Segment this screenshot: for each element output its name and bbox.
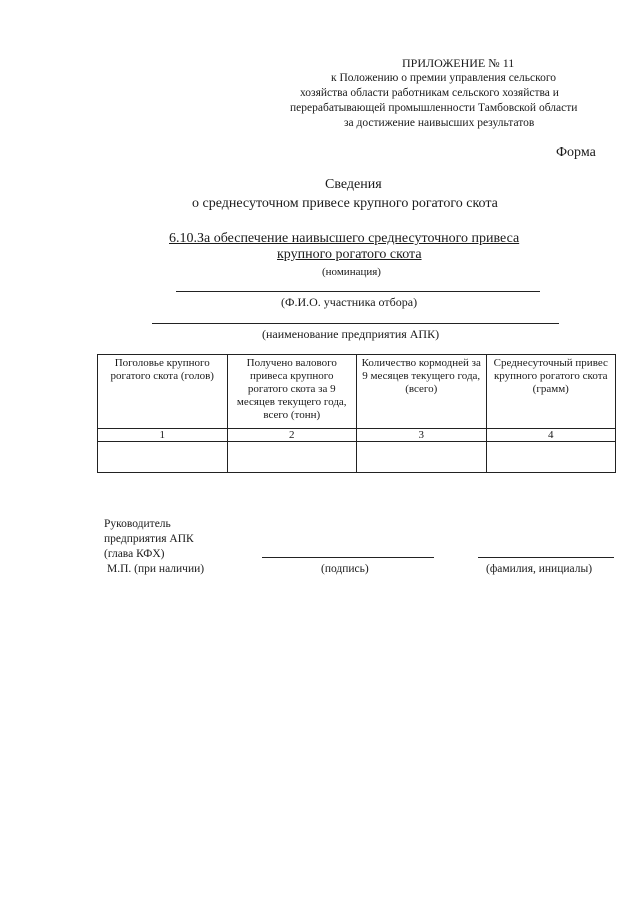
enterprise-caption: (наименование предприятия АПК) [262,327,440,341]
table-cell[interactable] [227,442,357,473]
signature-caption: (подпись) [321,563,369,575]
nomination-line-2: крупного рогатого скота [277,247,422,262]
header-cell-livestock: Поголовье крупного рогатого скота (голов) [98,355,228,429]
form-label: Форма [556,145,596,160]
participant-caption: (Ф.И.О. участника отбора) [281,295,418,309]
table-cell[interactable] [486,442,616,473]
document-subtitle: о среднесуточном привесе крупного рогатого скота [192,196,498,211]
column-number: 3 [357,429,487,442]
name-caption: (фамилия, инициалы) [486,563,593,575]
table-number-row [98,429,616,442]
column-number: 1 [98,429,228,442]
signer-title-line-3: (глава КФХ) [104,548,165,560]
table-header-row [98,355,616,429]
appendix-line-2: хозяйства области работникам сельского хозяйства и [300,87,559,99]
table-cell[interactable] [357,442,487,473]
signer-title-line-1: Руководитель [104,518,171,530]
data-table [97,354,616,473]
header-cell-daily-gain: Среднесуточный привес крупного рогатого скота (грамм) [486,355,616,429]
nomination-line-1: 6.10.За обеспечение наивысшего среднесуточного привеса [169,231,520,246]
enterprise-name-line [152,323,559,324]
document-title: Сведения [325,177,382,192]
appendix-line-3: перерабатывающей промышленности Тамбовской области [290,102,578,114]
nomination-caption: (номинация) [322,266,381,278]
column-number: 2 [227,429,357,442]
appendix-title: ПРИЛОЖЕНИЕ № 11 [402,56,515,70]
stamp-note: М.П. (при наличии) [107,563,205,575]
signature-line [262,557,434,558]
table-row [98,442,616,473]
appendix-line-4: за достижение наивысших результатов [344,117,535,129]
column-number: 4 [486,429,616,442]
name-line [478,557,614,558]
appendix-line-1: к Положению о премии управления сельского [331,72,557,84]
header-cell-feed-days: Количество кормодней за 9 месяцев текущего года, (всего) [357,355,487,429]
participant-name-line [176,291,540,292]
signer-title-line-2: предприятия АПК [104,533,194,545]
table-cell[interactable] [98,442,228,473]
header-cell-gross-gain: Получено валового привеса крупного рогатого скота за 9 месяцев текущего года, всего (тонн) [227,355,357,429]
